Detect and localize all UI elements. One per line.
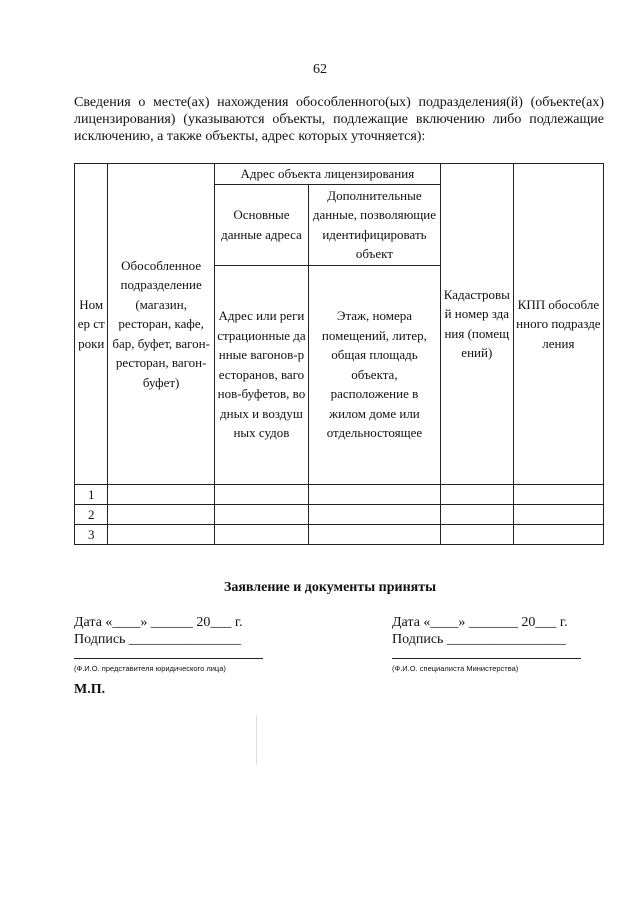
empty-cell[interactable]: [214, 524, 308, 544]
empty-cell[interactable]: [440, 484, 513, 504]
header-cadastral: Кадастровый номер здания (помещений): [440, 164, 513, 485]
empty-cell[interactable]: [309, 504, 441, 524]
applicant-signature-field[interactable]: Подпись ________________: [74, 632, 241, 647]
scan-artifact: [256, 715, 257, 765]
empty-cell[interactable]: [440, 504, 513, 524]
header-basic-address: Основные данные адреса: [214, 184, 308, 265]
header-subdivision: Обособленное подразделение (магазин, ресторан, кафе, бар, буфет, вагон-ресторан, вагон-буфет): [108, 164, 214, 485]
applicant-name-caption: (Ф.И.О. представителя юридического лица): [74, 664, 226, 673]
header-address-group: Адрес объекта лицензирования: [214, 164, 440, 185]
locations-table: [74, 163, 604, 545]
applicant-date-field[interactable]: Дата «____» ______ 20___ г.: [74, 615, 243, 630]
acceptance-title: Заявление и документы приняты: [223, 580, 437, 595]
cell-registration-data: Адрес или регистрационные данные вагонов-ресторанов, вагонов-буфетов, водных и воздушных судов: [214, 265, 308, 484]
ministry-name-caption: (Ф.И.О. специалиста Министерства): [392, 664, 519, 673]
empty-cell[interactable]: [513, 504, 603, 524]
empty-cell[interactable]: [309, 484, 441, 504]
empty-cell[interactable]: [513, 484, 603, 504]
table-row: [75, 504, 604, 524]
empty-cell[interactable]: [108, 504, 214, 524]
ministry-date-field[interactable]: Дата «____» _______ 20___ г.: [392, 615, 568, 630]
ministry-signature-block: [392, 614, 581, 677]
intro-paragraph: Сведения о месте(ах) нахождения обособленного(ых) подразделения(й) (объекте(ах) лицензирования) (указываются объекты, подлежащие включению либо подлежащие исключению, а также объекты, адрес которых уточняется):: [74, 95, 604, 144]
header-row-number: Номер строки: [75, 164, 108, 485]
empty-cell[interactable]: [513, 524, 603, 544]
empty-cell[interactable]: [440, 524, 513, 544]
empty-cell[interactable]: [108, 484, 214, 504]
ministry-name-line: [392, 658, 581, 659]
table-row: [75, 484, 604, 504]
row-number-cell: 3: [75, 524, 108, 544]
table-row: [75, 524, 604, 544]
empty-cell[interactable]: [214, 484, 308, 504]
page-number: 62: [313, 62, 327, 77]
header-kpp: КПП обособленного подразделения: [513, 164, 603, 485]
empty-cell[interactable]: [214, 504, 308, 524]
empty-cell[interactable]: [309, 524, 441, 544]
applicant-name-line: [74, 658, 263, 659]
applicant-signature-block: [74, 614, 263, 677]
header-additional: Дополнительные данные, позволяющие идентифицировать объект: [309, 184, 441, 265]
row-number-cell: 2: [75, 504, 108, 524]
empty-cell[interactable]: [108, 524, 214, 544]
ministry-signature-field[interactable]: Подпись _________________: [392, 632, 566, 647]
stamp-label: М.П.: [74, 682, 106, 697]
cell-floor-data: Этаж, номера помещений, литер, общая площадь объекта, расположение в жилом доме или отдельностоящее: [309, 265, 441, 484]
row-number-cell: 1: [75, 484, 108, 504]
